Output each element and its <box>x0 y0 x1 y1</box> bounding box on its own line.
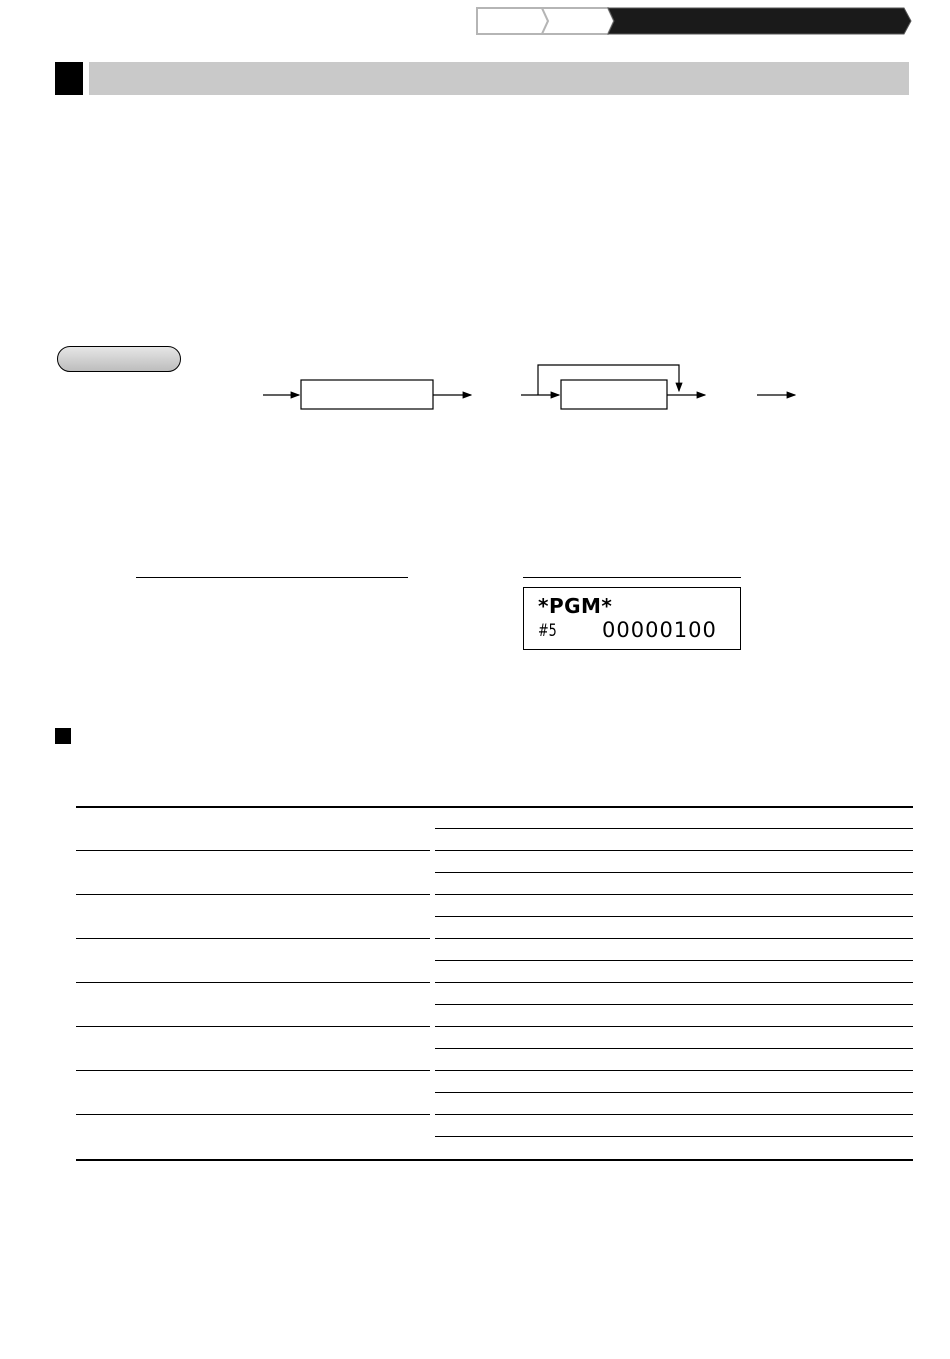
table-bottom-rule <box>76 1159 913 1161</box>
breadcrumb-tab-1 <box>477 8 548 34</box>
key-operation-example-rule <box>136 577 408 578</box>
table-row-divider <box>76 1026 430 1027</box>
receipt-print-box <box>523 587 741 650</box>
table-subrow-divider <box>435 960 913 961</box>
table-top-rule <box>76 806 913 808</box>
table-row-divider <box>435 1114 913 1115</box>
section-marker <box>55 62 83 95</box>
table-row-divider <box>435 1070 913 1071</box>
table-row-divider <box>435 894 913 895</box>
table-row-divider <box>435 1026 913 1027</box>
table-subrow-divider <box>435 1048 913 1049</box>
table-row-divider <box>435 982 913 983</box>
table-subrow-divider <box>435 1092 913 1093</box>
table-row-divider <box>435 938 913 939</box>
subsection-marker <box>55 728 71 744</box>
print-value: 00000100 <box>602 618 717 642</box>
table-row-divider <box>76 850 430 851</box>
table-subrow-divider <box>435 916 913 917</box>
table-row-divider <box>76 982 430 983</box>
section-title-bar <box>89 62 909 95</box>
table-subrow-divider <box>435 872 913 873</box>
table-subrow-divider <box>435 1004 913 1005</box>
table-row-divider <box>76 1070 430 1071</box>
table-row-divider <box>435 850 913 851</box>
breadcrumb-tab-2 <box>542 8 614 34</box>
print-job-code: #5 <box>538 621 557 641</box>
flow-box-2 <box>561 380 667 409</box>
breadcrumb-tab-3-active <box>608 8 911 34</box>
table-subrow-divider <box>435 828 913 829</box>
table-row-divider <box>76 1114 430 1115</box>
breadcrumb <box>476 7 912 35</box>
table-row-divider <box>76 938 430 939</box>
print-mode-line: *PGM* <box>538 594 613 618</box>
procedure-badge <box>57 346 181 372</box>
table-row-divider <box>76 894 430 895</box>
table-subrow-divider <box>435 1136 913 1137</box>
key-flow-diagram <box>255 358 815 418</box>
flow-box-1 <box>301 380 433 409</box>
print-example-rule <box>523 577 741 578</box>
